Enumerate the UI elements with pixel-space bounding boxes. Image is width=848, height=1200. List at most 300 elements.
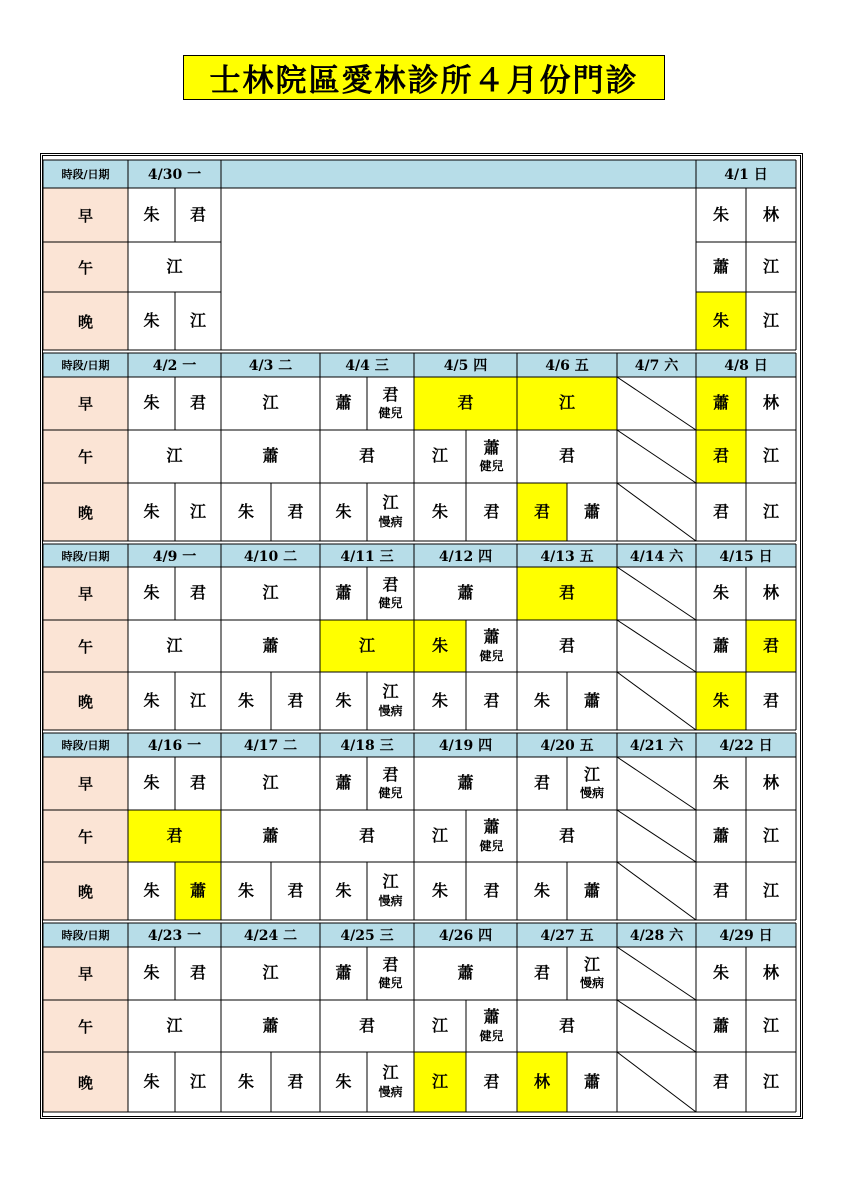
doctor-name: 朱 xyxy=(335,690,352,710)
doctor-name: 江 xyxy=(382,872,399,892)
date-header: 4/22 日 xyxy=(696,733,796,757)
doctor-cell xyxy=(414,672,466,730)
doctor-name: 朱 xyxy=(431,880,448,900)
date-header: 4/16 一 xyxy=(128,733,221,757)
doctor-name: 朱 xyxy=(143,1071,160,1091)
doctor-cell xyxy=(517,757,567,810)
doctor-name: 蕭 xyxy=(262,1015,279,1035)
doctor-cell xyxy=(517,947,567,1000)
doctor-name: 君 xyxy=(382,764,399,784)
doctor-cell xyxy=(414,377,517,430)
clinic-type-label: 慢病 xyxy=(579,976,604,991)
doctor-name: 蕭 xyxy=(583,1071,600,1091)
doctor-name: 江 xyxy=(762,310,779,330)
doctor-name: 朱 xyxy=(237,880,254,900)
doctor-cell xyxy=(466,862,517,920)
doctor-name: 朱 xyxy=(143,880,160,900)
slot-label: 早 xyxy=(43,567,128,620)
slot-date-header: 時段/日期 xyxy=(43,733,128,757)
slot-label: 早 xyxy=(43,757,128,810)
doctor-name: 江 xyxy=(431,1071,448,1091)
doctor-name: 江 xyxy=(762,1015,779,1035)
doctor-cell xyxy=(696,810,746,862)
doctor-cell xyxy=(320,620,414,672)
doctor-cell xyxy=(746,947,796,1000)
doctor-name: 江 xyxy=(762,446,779,466)
doctor-cell xyxy=(367,483,414,541)
date-header: 4/17 二 xyxy=(221,733,320,757)
doctor-cell xyxy=(746,292,796,350)
doctor-name: 君 xyxy=(189,204,206,224)
slot-date-header: 時段/日期 xyxy=(43,160,128,188)
no-clinic-cell xyxy=(617,672,696,730)
doctor-name: 君 xyxy=(457,393,474,413)
doctor-cell xyxy=(517,430,617,483)
slot-date-header: 時段/日期 xyxy=(43,923,128,947)
slot-label: 晚 xyxy=(43,862,128,920)
doctor-cell xyxy=(746,810,796,862)
doctor-cell xyxy=(320,430,414,483)
doctor-name: 君 xyxy=(382,954,399,974)
doctor-name: 江 xyxy=(189,1071,206,1091)
doctor-name: 江 xyxy=(431,825,448,845)
doctor-cell xyxy=(221,377,320,430)
doctor-name: 君 xyxy=(483,501,500,521)
doctor-name: 林 xyxy=(533,1071,550,1091)
clinic-type-label: 健兒 xyxy=(378,976,403,991)
date-header: 4/8 日 xyxy=(696,353,796,377)
doctor-name: 朱 xyxy=(712,310,729,330)
doctor-cell xyxy=(414,430,466,483)
doctor-name: 君 xyxy=(358,446,375,466)
doctor-name: 蕭 xyxy=(712,1015,729,1035)
doctor-name: 朱 xyxy=(335,501,352,521)
doctor-cell xyxy=(696,188,746,242)
date-header: 4/20 五 xyxy=(517,733,617,757)
doctor-cell xyxy=(696,292,746,350)
doctor-name: 君 xyxy=(762,690,779,710)
doctor-cell xyxy=(175,292,221,350)
doctor-name: 君 xyxy=(287,1071,304,1091)
slot-label: 早 xyxy=(43,947,128,1000)
doctor-name: 朱 xyxy=(335,1071,352,1091)
doctor-cell xyxy=(175,757,221,810)
clinic-type-label: 健兒 xyxy=(378,406,403,421)
doctor-name: 朱 xyxy=(335,880,352,900)
doctor-name: 君 xyxy=(558,446,575,466)
doctor-cell xyxy=(696,483,746,541)
doctor-cell xyxy=(128,757,175,810)
doctor-name: 蕭 xyxy=(262,446,279,466)
doctor-cell xyxy=(367,1052,414,1112)
doctor-cell xyxy=(517,567,617,620)
date-header: 4/15 日 xyxy=(696,544,796,567)
doctor-name: 君 xyxy=(558,635,575,655)
doctor-name: 朱 xyxy=(237,690,254,710)
date-header: 4/7 六 xyxy=(617,353,696,377)
doctor-name: 林 xyxy=(762,204,779,224)
doctor-cell xyxy=(221,430,320,483)
doctor-name: 蕭 xyxy=(483,817,500,837)
doctor-name: 江 xyxy=(262,393,279,413)
no-clinic-cell xyxy=(617,377,696,430)
doctor-name: 蕭 xyxy=(335,963,352,983)
date-header: 4/30 一 xyxy=(128,160,221,188)
doctor-name: 蕭 xyxy=(335,393,352,413)
doctor-name: 君 xyxy=(533,773,550,793)
schedule-table xyxy=(40,153,803,1119)
slot-label: 午 xyxy=(43,430,128,483)
doctor-name: 江 xyxy=(382,682,399,702)
doctor-name: 蕭 xyxy=(712,635,729,655)
doctor-cell xyxy=(320,757,367,810)
doctor-name: 君 xyxy=(712,446,729,466)
doctor-cell xyxy=(271,672,320,730)
doctor-cell xyxy=(746,377,796,430)
doctor-name: 蕭 xyxy=(583,880,600,900)
doctor-name: 蕭 xyxy=(583,501,600,521)
doctor-cell xyxy=(128,377,175,430)
no-clinic-cell xyxy=(617,947,696,1000)
slot-label: 晚 xyxy=(43,672,128,730)
no-clinic-cell xyxy=(617,483,696,541)
doctor-cell xyxy=(320,672,367,730)
date-header: 4/28 六 xyxy=(617,923,696,947)
doctor-name: 朱 xyxy=(143,393,160,413)
doctor-cell xyxy=(567,672,617,730)
doctor-cell xyxy=(128,430,221,483)
no-clinic-cell xyxy=(617,862,696,920)
clinic-type-label: 健兒 xyxy=(479,459,504,474)
slot-label: 午 xyxy=(43,1000,128,1052)
date-header: 4/12 四 xyxy=(414,544,517,567)
doctor-cell xyxy=(414,1000,466,1052)
doctor-name: 蕭 xyxy=(483,627,500,647)
doctor-name: 朱 xyxy=(712,204,729,224)
doctor-cell xyxy=(367,862,414,920)
date-header: 4/14 六 xyxy=(617,544,696,567)
clinic-type-label: 健兒 xyxy=(479,838,504,853)
slot-label: 午 xyxy=(43,810,128,862)
doctor-name: 江 xyxy=(762,1071,779,1091)
clinic-type-label: 健兒 xyxy=(479,648,504,663)
no-clinic-cell xyxy=(617,567,696,620)
doctor-cell xyxy=(128,862,175,920)
slot-label: 早 xyxy=(43,188,128,242)
doctor-cell xyxy=(466,430,517,483)
doctor-name: 蕭 xyxy=(335,583,352,603)
doctor-cell xyxy=(128,672,175,730)
doctor-name: 君 xyxy=(287,501,304,521)
doctor-name: 君 xyxy=(762,635,779,655)
date-header: 4/4 三 xyxy=(320,353,414,377)
doctor-cell xyxy=(175,672,221,730)
date-header: 4/2 一 xyxy=(128,353,221,377)
doctor-cell xyxy=(221,567,320,620)
doctor-cell xyxy=(367,757,414,810)
doctor-cell xyxy=(320,567,367,620)
doctor-name: 江 xyxy=(762,256,779,276)
doctor-name: 蕭 xyxy=(457,773,474,793)
doctor-cell xyxy=(567,483,617,541)
doctor-name: 君 xyxy=(558,1015,575,1035)
doctor-name: 蕭 xyxy=(262,635,279,655)
doctor-cell xyxy=(746,672,796,730)
doctor-name: 林 xyxy=(762,583,779,603)
doctor-name: 君 xyxy=(533,501,550,521)
doctor-cell xyxy=(221,947,320,1000)
doctor-cell xyxy=(517,862,567,920)
date-header: 4/9 一 xyxy=(128,544,221,567)
doctor-name: 江 xyxy=(166,635,183,655)
doctor-name: 朱 xyxy=(143,773,160,793)
doctor-name: 江 xyxy=(262,583,279,603)
doctor-cell xyxy=(414,757,517,810)
slot-label: 午 xyxy=(43,620,128,672)
doctor-name: 江 xyxy=(166,1015,183,1035)
doctor-name: 朱 xyxy=(533,690,550,710)
doctor-name: 江 xyxy=(382,1063,399,1083)
doctor-cell xyxy=(128,292,175,350)
doctor-name: 君 xyxy=(287,880,304,900)
doctor-name: 蕭 xyxy=(457,583,474,603)
doctor-cell xyxy=(320,810,414,862)
slot-label: 晚 xyxy=(43,483,128,541)
doctor-cell xyxy=(128,1000,221,1052)
doctor-cell xyxy=(567,947,617,1000)
slot-date-header: 時段/日期 xyxy=(43,353,128,377)
doctor-cell xyxy=(696,242,746,292)
doctor-cell xyxy=(746,1000,796,1052)
doctor-cell xyxy=(746,1052,796,1112)
doctor-name: 君 xyxy=(483,880,500,900)
page-title: 士林院區愛林診所４月份門診 xyxy=(183,55,665,100)
doctor-cell xyxy=(414,567,517,620)
doctor-cell xyxy=(746,757,796,810)
clinic-type-label: 慢病 xyxy=(579,786,604,801)
doctor-cell xyxy=(567,757,617,810)
doctor-cell xyxy=(517,620,617,672)
doctor-cell xyxy=(271,1052,320,1112)
no-clinic-cell xyxy=(617,620,696,672)
doctor-cell xyxy=(567,862,617,920)
no-clinic-cell xyxy=(617,757,696,810)
doctor-cell xyxy=(746,483,796,541)
doctor-cell xyxy=(320,377,367,430)
doctor-cell xyxy=(696,672,746,730)
doctor-name: 朱 xyxy=(712,963,729,983)
doctor-cell xyxy=(367,567,414,620)
doctor-name: 蕭 xyxy=(189,880,206,900)
date-header: 4/23 一 xyxy=(128,923,221,947)
doctor-cell xyxy=(175,862,221,920)
doctor-cell xyxy=(221,757,320,810)
doctor-name: 朱 xyxy=(143,963,160,983)
doctor-name: 江 xyxy=(583,764,600,784)
doctor-cell xyxy=(517,1052,567,1112)
doctor-name: 君 xyxy=(712,501,729,521)
doctor-cell xyxy=(320,947,367,1000)
doctor-name: 君 xyxy=(189,963,206,983)
date-header: 4/5 四 xyxy=(414,353,517,377)
date-header: 4/11 三 xyxy=(320,544,414,567)
doctor-name: 江 xyxy=(358,635,375,655)
clinic-type-label: 健兒 xyxy=(479,1028,504,1043)
doctor-name: 江 xyxy=(189,690,206,710)
doctor-name: 君 xyxy=(558,583,575,603)
doctor-cell xyxy=(271,862,320,920)
doctor-cell xyxy=(414,810,466,862)
doctor-name: 林 xyxy=(762,963,779,983)
doctor-cell xyxy=(221,1052,271,1112)
date-header: 4/25 三 xyxy=(320,923,414,947)
doctor-cell xyxy=(466,672,517,730)
doctor-name: 蕭 xyxy=(262,825,279,845)
doctor-name: 蕭 xyxy=(483,437,500,457)
doctor-cell xyxy=(128,188,175,242)
doctor-cell xyxy=(696,947,746,1000)
doctor-cell xyxy=(221,1000,320,1052)
doctor-name: 江 xyxy=(189,501,206,521)
doctor-cell xyxy=(696,567,746,620)
doctor-name: 朱 xyxy=(712,690,729,710)
doctor-name: 蕭 xyxy=(712,393,729,413)
doctor-name: 君 xyxy=(558,825,575,845)
no-clinic-cell xyxy=(617,430,696,483)
doctor-cell xyxy=(128,947,175,1000)
date-header: 4/26 四 xyxy=(414,923,517,947)
doctor-cell xyxy=(466,1000,517,1052)
clinic-type-label: 慢病 xyxy=(378,1084,403,1099)
doctor-name: 君 xyxy=(189,773,206,793)
date-header: 4/3 二 xyxy=(221,353,320,377)
doctor-name: 林 xyxy=(762,773,779,793)
doctor-name: 江 xyxy=(762,880,779,900)
doctor-cell xyxy=(696,430,746,483)
doctor-cell xyxy=(175,567,221,620)
doctor-cell xyxy=(746,862,796,920)
doctor-cell xyxy=(746,242,796,292)
doctor-name: 蕭 xyxy=(583,690,600,710)
doctor-name: 江 xyxy=(431,446,448,466)
doctor-name: 君 xyxy=(287,690,304,710)
doctor-cell xyxy=(367,672,414,730)
doctor-cell xyxy=(221,672,271,730)
doctor-cell xyxy=(128,567,175,620)
doctor-name: 江 xyxy=(558,393,575,413)
doctor-name: 君 xyxy=(483,690,500,710)
doctor-cell xyxy=(271,483,320,541)
doctor-cell xyxy=(696,620,746,672)
doctor-name: 江 xyxy=(189,310,206,330)
doctor-cell xyxy=(128,810,221,862)
doctor-cell xyxy=(696,1052,746,1112)
doctor-cell xyxy=(746,620,796,672)
doctor-cell xyxy=(517,483,567,541)
date-header-empty xyxy=(221,160,696,188)
doctor-cell xyxy=(466,1052,517,1112)
doctor-name: 江 xyxy=(382,493,399,513)
doctor-cell xyxy=(414,862,466,920)
doctor-name: 朱 xyxy=(237,1071,254,1091)
doctor-cell xyxy=(466,483,517,541)
doctor-cell xyxy=(517,672,567,730)
empty-area xyxy=(221,188,696,350)
doctor-name: 江 xyxy=(166,256,183,276)
doctor-name: 江 xyxy=(583,954,600,974)
doctor-name: 林 xyxy=(762,393,779,413)
doctor-name: 君 xyxy=(189,583,206,603)
doctor-cell xyxy=(221,483,271,541)
doctor-name: 君 xyxy=(166,825,183,845)
doctor-cell xyxy=(128,242,221,292)
date-header: 4/6 五 xyxy=(517,353,617,377)
doctor-name: 蕭 xyxy=(712,256,729,276)
date-header: 4/27 五 xyxy=(517,923,617,947)
doctor-name: 蕭 xyxy=(483,1007,500,1027)
doctor-cell xyxy=(175,377,221,430)
doctor-name: 朱 xyxy=(143,204,160,224)
doctor-cell xyxy=(320,1052,367,1112)
slot-date-header: 時段/日期 xyxy=(43,544,128,567)
doctor-name: 君 xyxy=(358,825,375,845)
doctor-name: 君 xyxy=(533,963,550,983)
doctor-name: 蕭 xyxy=(457,963,474,983)
doctor-cell xyxy=(696,377,746,430)
doctor-cell xyxy=(746,567,796,620)
doctor-name: 朱 xyxy=(712,773,729,793)
doctor-cell xyxy=(320,1000,414,1052)
doctor-name: 朱 xyxy=(143,501,160,521)
doctor-cell xyxy=(128,483,175,541)
doctor-name: 江 xyxy=(762,501,779,521)
no-clinic-cell xyxy=(617,810,696,862)
doctor-name: 江 xyxy=(166,446,183,466)
doctor-name: 朱 xyxy=(431,635,448,655)
doctor-cell xyxy=(746,188,796,242)
doctor-cell xyxy=(367,377,414,430)
clinic-type-label: 慢病 xyxy=(378,893,403,908)
doctor-name: 朱 xyxy=(431,501,448,521)
doctor-name: 朱 xyxy=(712,583,729,603)
date-header: 4/10 二 xyxy=(221,544,320,567)
slot-label: 午 xyxy=(43,242,128,292)
doctor-cell xyxy=(175,483,221,541)
doctor-name: 江 xyxy=(262,773,279,793)
doctor-cell xyxy=(367,947,414,1000)
doctor-cell xyxy=(466,620,517,672)
doctor-cell xyxy=(221,810,320,862)
doctor-cell xyxy=(696,1000,746,1052)
slot-label: 晚 xyxy=(43,1052,128,1112)
date-header: 4/18 三 xyxy=(320,733,414,757)
slot-label: 早 xyxy=(43,377,128,430)
date-header: 4/19 四 xyxy=(414,733,517,757)
date-header: 4/1 日 xyxy=(696,160,796,188)
doctor-name: 江 xyxy=(431,1015,448,1035)
doctor-name: 君 xyxy=(382,574,399,594)
clinic-type-label: 慢病 xyxy=(378,703,403,718)
doctor-name: 朱 xyxy=(533,880,550,900)
no-clinic-cell xyxy=(617,1000,696,1052)
slot-label: 晚 xyxy=(43,292,128,350)
doctor-cell xyxy=(517,810,617,862)
doctor-name: 君 xyxy=(358,1015,375,1035)
doctor-name: 朱 xyxy=(431,690,448,710)
doctor-cell xyxy=(128,620,221,672)
doctor-cell xyxy=(414,620,466,672)
doctor-name: 君 xyxy=(712,1071,729,1091)
